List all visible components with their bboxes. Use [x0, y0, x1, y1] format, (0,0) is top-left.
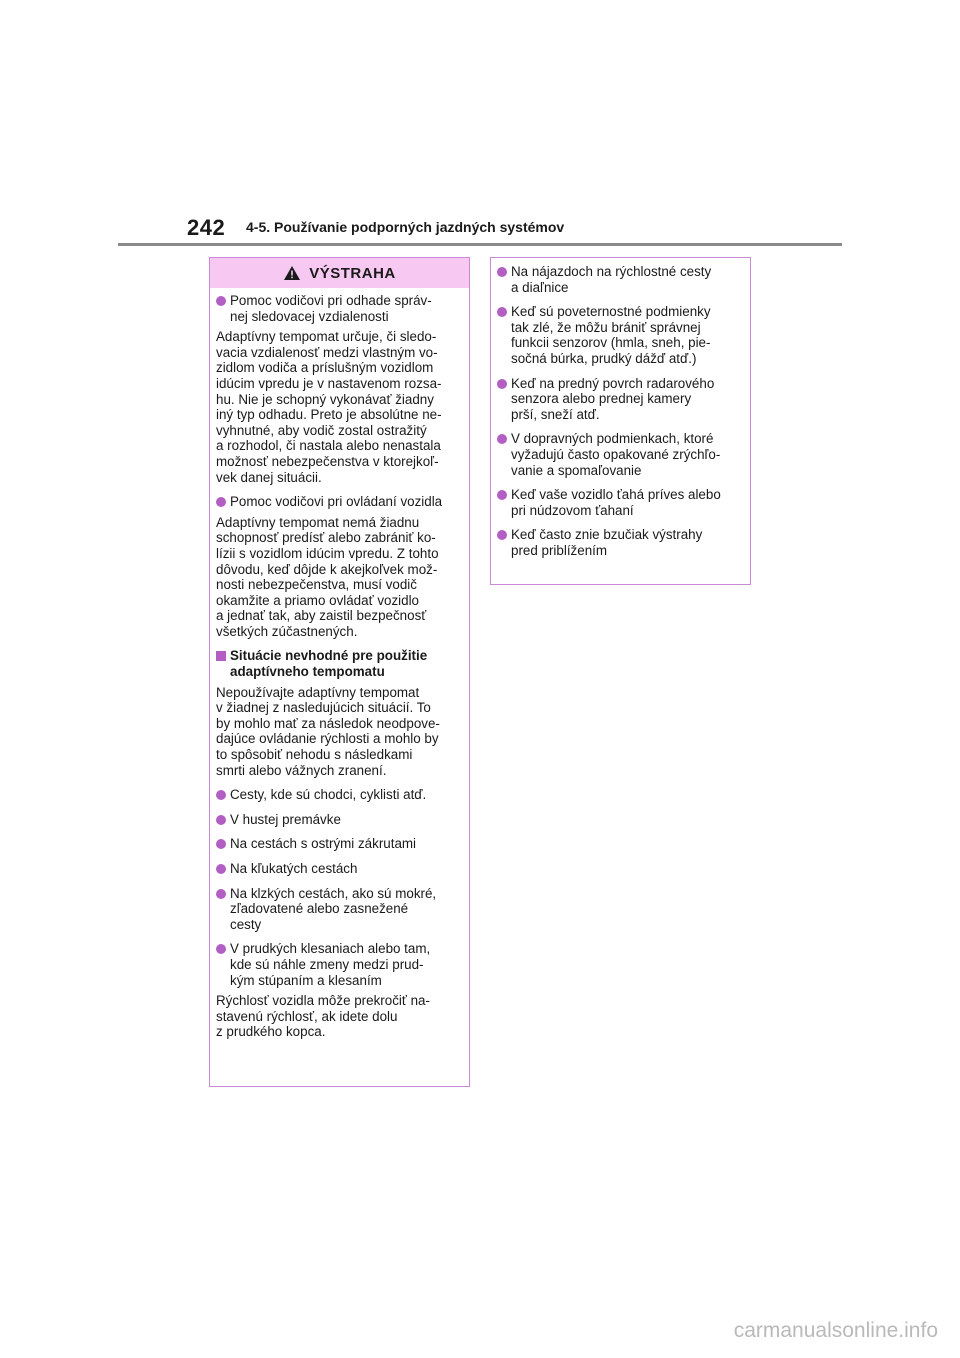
- bullet-icon: [216, 944, 226, 954]
- bullet-icon: [497, 267, 507, 277]
- watermark-logo: carmanualsonline.info: [733, 1319, 938, 1342]
- warning-triangle-icon: [283, 265, 301, 281]
- list-item-text: Na kľukatých cestách: [230, 861, 358, 876]
- bullet-icon: [497, 530, 507, 540]
- paragraph: Adaptívny tempomat určuje, či sledo- vacia vzdialenosť medzi vlastným vo- zidlom vodiča a príslušným vozidlom idúcim vpredu je v nastavenom rozsa- hu. Nie je schopný vykonávať žiadny iný typ odhadu. Preto je absolútne ne- vyhnutné, aby vodič zostal ostražitý a rozhodol, či nastala alebo nenastala možnosť nebezpečenstva v ktorejkoľ- vek danej situácii.: [216, 329, 442, 485]
- bullet-icon: [497, 434, 507, 444]
- bullet-icon: [216, 889, 226, 899]
- list-item-text: Cesty, kde sú chodci, cyklisti atď.: [230, 787, 427, 803]
- header-divider: [118, 243, 842, 246]
- list-item: [497, 376, 744, 423]
- list-item-text: Keď sú poveternostné podmienky tak zlé, že môžu brániť správnej funkcii senzorov (hmla, sneh, pie- sočná búrka, prudký dážď atď.): [511, 304, 711, 366]
- bullet-icon: [216, 815, 226, 825]
- bullet-icon: [497, 490, 507, 500]
- list-item-text: Keď vaše vozidlo ťahá príves alebo pri núdzovom ťahaní: [511, 487, 721, 518]
- list-item: [216, 494, 463, 510]
- warning-title: VÝSTRAHA: [309, 264, 396, 282]
- bullet-icon: [216, 296, 226, 306]
- list-item-text: Na klzkých cestách, ako sú mokré, zľadovatené alebo zasnežené cesty: [230, 885, 437, 932]
- list-item-text: Pomoc vodičovi pri odhade správ- nej sledovacej vzdialenosti: [230, 293, 432, 324]
- list-item-text: V hustej premávke: [230, 811, 341, 827]
- list-item-text: Keď na predný povrch radarového senzora alebo prednej kamery prší, sneží atď.: [511, 375, 715, 422]
- list-item: [216, 812, 463, 828]
- warning-header: [210, 258, 469, 288]
- list-item-text: V dopravných podmienkach, ktoré vyžadujú často opakované zrýchľo- vanie a spomaľovanie: [511, 431, 721, 478]
- list-item: [216, 836, 463, 852]
- list-item: [216, 787, 463, 803]
- bullet-icon: [216, 864, 226, 874]
- section-title: 4-5. Používanie podporných jazdných systémov: [246, 219, 565, 235]
- list-item: [216, 941, 463, 988]
- list-item: [497, 431, 744, 478]
- bullet-icon: [216, 790, 226, 800]
- list-item: [216, 861, 463, 877]
- warning-box-left: [209, 257, 470, 1087]
- paragraph: Adaptívny tempomat nemá žiadnu schopnosť predísť alebo zabrániť ko- lízii s vozidlom idúcim vpredu. Z tohto dôvodu, keď dôjde k akejkoľvek mož- nosti nebezpečenstva, musí vodič okamžite a priamo ovládať vozidlo a jednať tak, aby zaistil bezpečnosť všetkých zúčastnených.: [216, 514, 439, 639]
- bullet-icon: [497, 307, 507, 317]
- bullet-icon: [497, 379, 507, 389]
- list-item: [497, 264, 744, 295]
- list-item-text: Keď často znie bzučiak výstrahy pred priblížením: [511, 527, 703, 558]
- list-item-text: Pomoc vodičovi pri ovládaní vozidla: [230, 494, 443, 510]
- list-item: [216, 886, 463, 933]
- list-item: [216, 293, 463, 324]
- warning-box-right: [490, 257, 751, 585]
- subheading: [216, 648, 463, 679]
- paragraph: Rýchlosť vozidla môže prekročiť na- stavenú rýchlosť, ak idete dolu z prudkého kopca.: [216, 993, 430, 1040]
- bullet-icon: [216, 497, 226, 507]
- paragraph: Nepoužívajte adaptívny tempomat v žiadnej z nasledujúcich situácií. To by mohlo mať za následok neodpove- dajúce ovládanie rýchlosti a mohlo by to spôsobiť nehodu s následkami smrti alebo vážnych zranení.: [216, 684, 440, 778]
- page-number: 242: [187, 215, 226, 240]
- list-item-text: Na cestách s ostrými zákrutami: [230, 836, 417, 852]
- list-item: [497, 527, 744, 558]
- square-bullet-icon: [216, 651, 226, 661]
- list-item-text: Na nájazdoch na rýchlostné cesty a diaľnice: [511, 264, 712, 295]
- list-item-text: V prudkých klesaniach alebo tam, kde sú náhle zmeny medzi prud- kým stúpaním a klesaním: [230, 941, 431, 988]
- bullet-icon: [216, 839, 226, 849]
- list-item: [497, 487, 744, 518]
- list-item: [497, 304, 744, 366]
- subheading-text: Situácie nevhodné pre použitie adaptívneho tempomatu: [230, 648, 428, 680]
